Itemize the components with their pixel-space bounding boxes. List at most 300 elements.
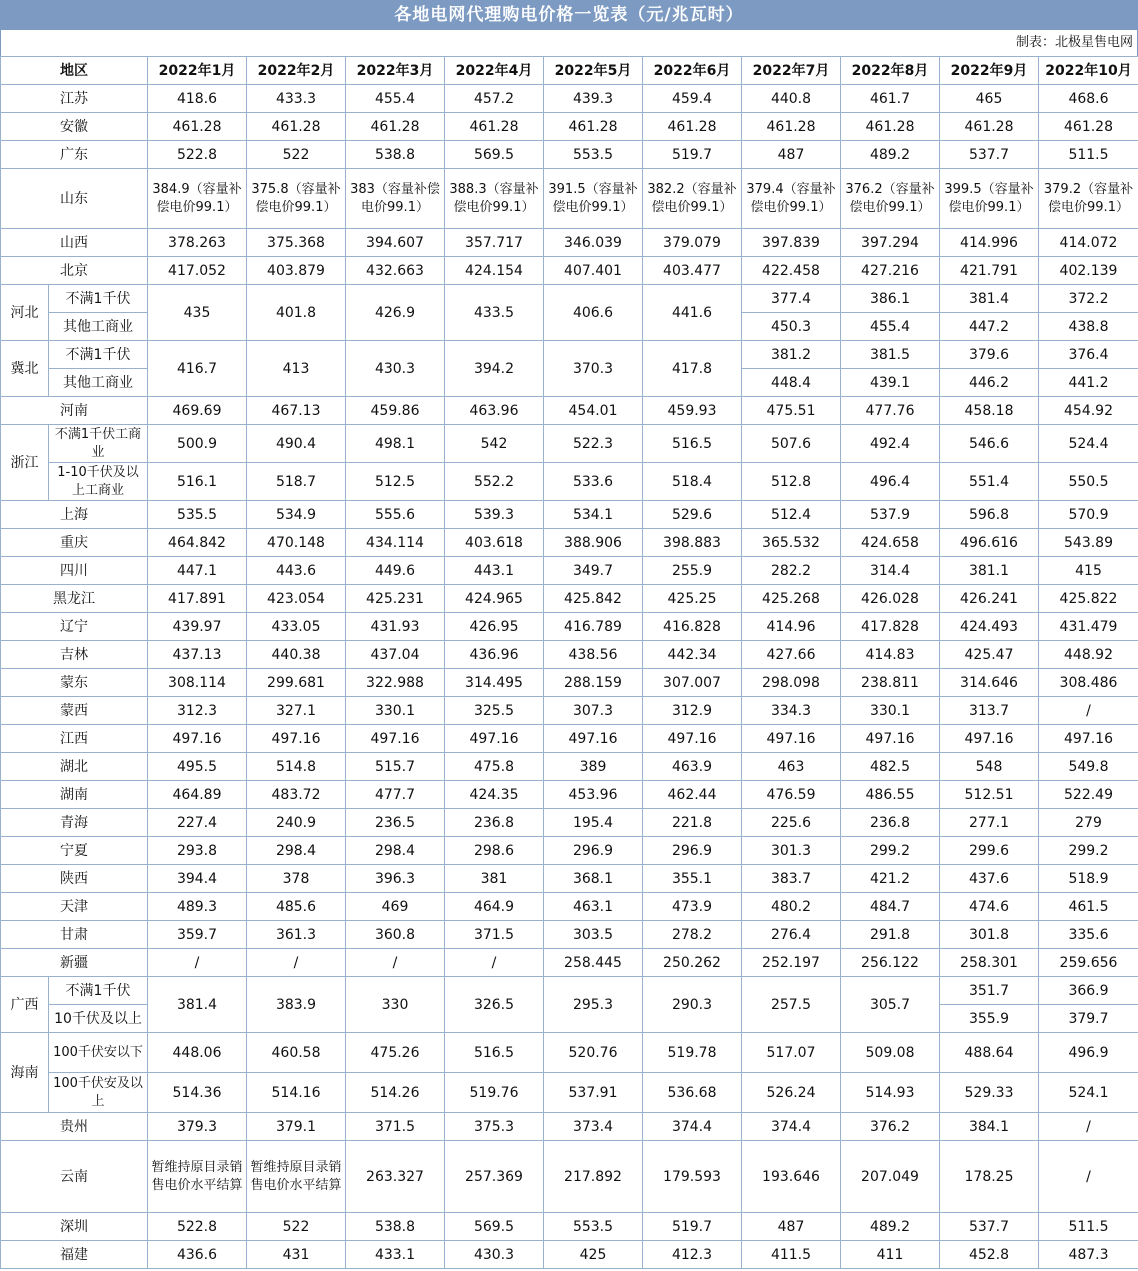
table-body	[1, 85, 1138, 1269]
table-row	[1, 141, 1138, 169]
region-cell: 深圳	[1, 1213, 148, 1241]
header-month: 2022年3月	[346, 57, 445, 85]
price-cell: 179.593	[643, 1141, 742, 1213]
price-cell: 257.5	[742, 977, 841, 1033]
price-cell: 301.3	[742, 837, 841, 865]
price-cell: 425	[544, 1241, 643, 1269]
price-cell: 299.2	[1039, 837, 1138, 865]
price-cell: 519.7	[643, 1213, 742, 1241]
price-cell: 535.5	[148, 501, 247, 529]
region-cell: 浙江	[1, 425, 49, 501]
price-cell: 433.05	[247, 613, 346, 641]
price-cell: 293.8	[148, 837, 247, 865]
price-cell: 489.2	[841, 1213, 940, 1241]
price-cell: 411	[841, 1241, 940, 1269]
price-cell: 497.16	[247, 725, 346, 753]
region-cell: 河北	[1, 285, 49, 341]
subregion-cell: 1-10千伏及以上工商业	[49, 463, 148, 501]
maker-note: 制表：北极星售电网	[0, 30, 1138, 56]
price-cell: 379.4（容量补偿电价99.1）	[742, 169, 841, 229]
price-cell: 497.16	[1039, 725, 1138, 753]
table-row	[1, 557, 1138, 585]
table-row	[1, 463, 1138, 501]
price-cell: 406.6	[544, 285, 643, 341]
price-cell: 299.681	[247, 669, 346, 697]
price-cell: 371.5	[445, 921, 544, 949]
price-cell: 381.2	[742, 341, 841, 369]
price-cell: 485.6	[247, 893, 346, 921]
price-cell: 425.25	[643, 585, 742, 613]
price-cell: 278.2	[643, 921, 742, 949]
price-cell: 441.6	[643, 285, 742, 341]
subregion-cell: 100千伏安及以上	[49, 1073, 148, 1113]
subregion-cell: 不满1千伏	[49, 977, 148, 1005]
price-cell: 449.6	[346, 557, 445, 585]
price-cell: 373.4	[544, 1113, 643, 1141]
price-cell: 497.16	[841, 725, 940, 753]
price-cell: 301.8	[940, 921, 1039, 949]
price-cell: 443.6	[247, 557, 346, 585]
region-cell: 蒙东	[1, 669, 148, 697]
table-row	[1, 921, 1138, 949]
price-cell: 381.1	[940, 557, 1039, 585]
price-cell: 407.401	[544, 257, 643, 285]
price-cell: 425.47	[940, 641, 1039, 669]
price-cell: 546.6	[940, 425, 1039, 463]
price-cell: 414.996	[940, 229, 1039, 257]
price-cell: 389	[544, 753, 643, 781]
header-month: 2022年1月	[148, 57, 247, 85]
price-cell: 569.5	[445, 141, 544, 169]
price-cell: 433.5	[445, 285, 544, 341]
table-row	[1, 669, 1138, 697]
price-cell: 422.458	[742, 257, 841, 285]
region-cell: 甘肃	[1, 921, 148, 949]
price-cell: 263.327	[346, 1141, 445, 1213]
region-cell: 海南	[1, 1033, 49, 1113]
price-cell: 441.2	[1039, 369, 1138, 397]
price-cell: 225.6	[742, 809, 841, 837]
price-cell: 457.2	[445, 85, 544, 113]
price-cell: 474.6	[940, 893, 1039, 921]
price-cell: 461.7	[841, 85, 940, 113]
price-cell: 415	[1039, 557, 1138, 585]
price-cell: 314.646	[940, 669, 1039, 697]
price-cell: 463.9	[643, 753, 742, 781]
price-cell: 227.4	[148, 809, 247, 837]
price-cell: 388.3（容量补偿电价99.1）	[445, 169, 544, 229]
region-cell: 湖南	[1, 781, 148, 809]
table-row	[1, 977, 1138, 1005]
price-cell: 514.26	[346, 1073, 445, 1113]
price-cell: 377.4	[742, 285, 841, 313]
subregion-cell: 其他工商业	[49, 313, 148, 341]
price-cell: 402.139	[1039, 257, 1138, 285]
price-cell: 529.6	[643, 501, 742, 529]
price-cell: 308.486	[1039, 669, 1138, 697]
price-cell: 298.6	[445, 837, 544, 865]
price-cell: 447.1	[148, 557, 247, 585]
price-cell: 376.4	[1039, 341, 1138, 369]
price-cell: 516.1	[148, 463, 247, 501]
table-row	[1, 1241, 1138, 1269]
header-month: 2022年4月	[445, 57, 544, 85]
price-cell: 522.8	[148, 141, 247, 169]
price-cell: 391.5（容量补偿电价99.1）	[544, 169, 643, 229]
price-cell: 496.4	[841, 463, 940, 501]
price-cell: 374.4	[742, 1113, 841, 1141]
price-cell: 461.28	[445, 113, 544, 141]
price-cell: 463.96	[445, 397, 544, 425]
price-cell: 424.35	[445, 781, 544, 809]
price-cell: 512.5	[346, 463, 445, 501]
price-cell: 425.268	[742, 585, 841, 613]
price-cell: 435	[148, 285, 247, 341]
price-cell: 439.3	[544, 85, 643, 113]
price-cell: 307.007	[643, 669, 742, 697]
price-cell: 335.6	[1039, 921, 1138, 949]
price-cell: 448.06	[148, 1033, 247, 1073]
table-row	[1, 257, 1138, 285]
region-cell: 四川	[1, 557, 148, 585]
table-row	[1, 1141, 1138, 1213]
region-cell: 江苏	[1, 85, 148, 113]
price-cell: 430.3	[346, 341, 445, 397]
table-title: 各地电网代理购电价格一览表（元/兆瓦时）	[0, 0, 1138, 30]
price-cell: 426.95	[445, 613, 544, 641]
table-row	[1, 229, 1138, 257]
price-cell: 355.9	[940, 1005, 1039, 1033]
price-cell: 522	[247, 141, 346, 169]
price-cell: 486.55	[841, 781, 940, 809]
price-cell: 431.479	[1039, 613, 1138, 641]
price-cell: 195.4	[544, 809, 643, 837]
price-cell: 534.9	[247, 501, 346, 529]
price-cell: 431	[247, 1241, 346, 1269]
table-row	[1, 613, 1138, 641]
price-cell: 514.16	[247, 1073, 346, 1113]
subregion-cell: 不满1千伏工商业	[49, 425, 148, 463]
price-cell: 423.054	[247, 585, 346, 613]
header-month: 2022年7月	[742, 57, 841, 85]
price-cell: 299.6	[940, 837, 1039, 865]
subregion-cell: 不满1千伏	[49, 341, 148, 369]
price-cell: 426.241	[940, 585, 1039, 613]
region-cell: 黑龙江	[1, 585, 148, 613]
region-cell: 重庆	[1, 529, 148, 557]
price-cell: 307.3	[544, 697, 643, 725]
price-cell: 543.89	[1039, 529, 1138, 557]
header-month: 2022年9月	[940, 57, 1039, 85]
table-row	[1, 529, 1138, 557]
price-cell: 483.72	[247, 781, 346, 809]
price-cell: 314.495	[445, 669, 544, 697]
price-cell: 259.656	[1039, 949, 1138, 977]
price-cell: 480.2	[742, 893, 841, 921]
price-cell: 469.69	[148, 397, 247, 425]
region-cell: 安徽	[1, 113, 148, 141]
price-cell: 537.9	[841, 501, 940, 529]
price-cell: 432.663	[346, 257, 445, 285]
price-cell: 312.3	[148, 697, 247, 725]
price-cell: 514.93	[841, 1073, 940, 1113]
price-cell: 308.114	[148, 669, 247, 697]
price-cell: 467.13	[247, 397, 346, 425]
price-cell: 298.4	[247, 837, 346, 865]
region-cell: 上海	[1, 501, 148, 529]
price-cell: 417.891	[148, 585, 247, 613]
price-cell: 403.477	[643, 257, 742, 285]
price-cell: 552.2	[445, 463, 544, 501]
price-cell: 296.9	[643, 837, 742, 865]
price-cell: 487.3	[1039, 1241, 1138, 1269]
region-cell: 新疆	[1, 949, 148, 977]
price-cell: 379.1	[247, 1113, 346, 1141]
price-cell: 431.93	[346, 613, 445, 641]
price-cell: 497.16	[544, 725, 643, 753]
price-cell: 473.9	[643, 893, 742, 921]
price-cell: 394.2	[445, 341, 544, 397]
price-cell: 507.6	[742, 425, 841, 463]
price-cell: 537.7	[940, 1213, 1039, 1241]
table-row	[1, 85, 1138, 113]
price-cell: 295.3	[544, 977, 643, 1033]
price-cell: 277.1	[940, 809, 1039, 837]
price-cell: 217.892	[544, 1141, 643, 1213]
price-cell: 399.5（容量补偿电价99.1）	[940, 169, 1039, 229]
price-cell: /	[1039, 697, 1138, 725]
price-cell: 524.4	[1039, 425, 1138, 463]
region-cell: 天津	[1, 893, 148, 921]
price-cell: 375.368	[247, 229, 346, 257]
price-cell: 375.3	[445, 1113, 544, 1141]
price-cell: 461.5	[1039, 893, 1138, 921]
price-cell: /	[148, 949, 247, 977]
table-row	[1, 865, 1138, 893]
price-cell: 394.4	[148, 865, 247, 893]
price-cell: 351.7	[940, 977, 1039, 1005]
header-month: 2022年5月	[544, 57, 643, 85]
price-cell: 379.7	[1039, 1005, 1138, 1033]
price-cell: 511.5	[1039, 141, 1138, 169]
table-row	[1, 781, 1138, 809]
price-cell: 290.3	[643, 977, 742, 1033]
price-cell: 596.8	[940, 501, 1039, 529]
region-cell: 江西	[1, 725, 148, 753]
price-cell: 258.445	[544, 949, 643, 977]
price-cell: 366.9	[1039, 977, 1138, 1005]
price-cell: 475.8	[445, 753, 544, 781]
region-cell: 宁夏	[1, 837, 148, 865]
subregion-cell: 其他工商业	[49, 369, 148, 397]
price-cell: 433.3	[247, 85, 346, 113]
price-cell: 497.16	[643, 725, 742, 753]
price-cell: 346.039	[544, 229, 643, 257]
price-cell: 465	[940, 85, 1039, 113]
price-cell: 448.4	[742, 369, 841, 397]
price-cell: 518.7	[247, 463, 346, 501]
price-cell: 349.7	[544, 557, 643, 585]
price-cell: 379.3	[148, 1113, 247, 1141]
table-row	[1, 893, 1138, 921]
price-cell: 454.92	[1039, 397, 1138, 425]
price-cell: 359.7	[148, 921, 247, 949]
price-cell: 461.28	[643, 113, 742, 141]
price-cell: 512.8	[742, 463, 841, 501]
region-cell: 北京	[1, 257, 148, 285]
price-cell: 461.28	[148, 113, 247, 141]
price-cell: 489.3	[148, 893, 247, 921]
price-cell: 396.3	[346, 865, 445, 893]
price-cell: 421.2	[841, 865, 940, 893]
price-cell: 459.4	[643, 85, 742, 113]
price-cell: 388.906	[544, 529, 643, 557]
price-cell: 484.7	[841, 893, 940, 921]
price-cell: 416.7	[148, 341, 247, 397]
price-cell: 461.28	[346, 113, 445, 141]
table-row	[1, 697, 1138, 725]
table-row	[1, 1073, 1138, 1113]
price-cell: 384.1	[940, 1113, 1039, 1141]
header-region: 地区	[1, 57, 148, 85]
region-cell: 河南	[1, 397, 148, 425]
price-cell: 424.154	[445, 257, 544, 285]
price-cell: 497.16	[148, 725, 247, 753]
price-cell: 383（容量补偿电价99.1）	[346, 169, 445, 229]
price-cell: 537.7	[940, 141, 1039, 169]
price-cell: 207.049	[841, 1141, 940, 1213]
price-cell: 440.8	[742, 85, 841, 113]
subregion-cell: 不满1千伏	[49, 285, 148, 313]
price-cell: 381.4	[940, 285, 1039, 313]
price-cell: 442.34	[643, 641, 742, 669]
price-cell: 403.618	[445, 529, 544, 557]
price-cell: 236.8	[841, 809, 940, 837]
price-cell: 519.78	[643, 1033, 742, 1073]
price-cell: 497.16	[940, 725, 1039, 753]
region-cell: 蒙西	[1, 697, 148, 725]
price-cell: 357.717	[445, 229, 544, 257]
price-cell: 519.7	[643, 141, 742, 169]
region-cell: 广西	[1, 977, 49, 1033]
price-cell: 518.4	[643, 463, 742, 501]
price-cell: 469	[346, 893, 445, 921]
price-cell: 379.6	[940, 341, 1039, 369]
price-cell: 371.5	[346, 1113, 445, 1141]
table-row	[1, 725, 1138, 753]
price-table	[0, 56, 1138, 1269]
table-row	[1, 1113, 1138, 1141]
region-cell: 湖北	[1, 753, 148, 781]
price-cell: 303.5	[544, 921, 643, 949]
price-cell: 221.8	[643, 809, 742, 837]
price-cell: 376.2（容量补偿电价99.1）	[841, 169, 940, 229]
price-cell: 464.842	[148, 529, 247, 557]
price-cell: 487	[742, 1213, 841, 1241]
price-cell: 298.4	[346, 837, 445, 865]
price-cell: 424.493	[940, 613, 1039, 641]
price-cell: 452.8	[940, 1241, 1039, 1269]
price-cell: 376.2	[841, 1113, 940, 1141]
price-cell: 382.2（容量补偿电价99.1）	[643, 169, 742, 229]
price-cell: 236.5	[346, 809, 445, 837]
price-cell: 497.16	[346, 725, 445, 753]
price-cell: 276.4	[742, 921, 841, 949]
price-cell: 327.1	[247, 697, 346, 725]
price-cell: 489.2	[841, 141, 940, 169]
price-cell: 514.36	[148, 1073, 247, 1113]
price-cell: 517.07	[742, 1033, 841, 1073]
price-cell: 414.072	[1039, 229, 1138, 257]
price-cell: 414.96	[742, 613, 841, 641]
table-row	[1, 169, 1138, 229]
price-cell: 436.96	[445, 641, 544, 669]
price-cell: 412.3	[643, 1241, 742, 1269]
price-cell: 370.3	[544, 341, 643, 397]
price-cell: 515.7	[346, 753, 445, 781]
price-cell: 258.301	[940, 949, 1039, 977]
price-cell: 542	[445, 425, 544, 463]
price-cell: 518.9	[1039, 865, 1138, 893]
price-cell: 534.1	[544, 501, 643, 529]
region-cell: 青海	[1, 809, 148, 837]
price-cell: 464.9	[445, 893, 544, 921]
table-row	[1, 341, 1138, 369]
price-cell: 522.3	[544, 425, 643, 463]
price-cell: 416.828	[643, 613, 742, 641]
price-cell: 425.822	[1039, 585, 1138, 613]
price-cell: 416.789	[544, 613, 643, 641]
price-cell: 256.122	[841, 949, 940, 977]
price-cell: 437.04	[346, 641, 445, 669]
price-cell: 386.1	[841, 285, 940, 313]
price-cell: 548	[940, 753, 1039, 781]
price-cell: 453.96	[544, 781, 643, 809]
price-cell: 暂维持原目录销售电价水平结算	[247, 1141, 346, 1213]
price-cell: 378	[247, 865, 346, 893]
price-cell: 529.33	[940, 1073, 1039, 1113]
price-cell: 381	[445, 865, 544, 893]
price-cell: 511.5	[1039, 1213, 1138, 1241]
table-row	[1, 753, 1138, 781]
price-cell: 443.1	[445, 557, 544, 585]
price-cell: 426.9	[346, 285, 445, 341]
price-cell: 401.8	[247, 285, 346, 341]
price-cell: 464.89	[148, 781, 247, 809]
header-month: 2022年8月	[841, 57, 940, 85]
price-cell: /	[1039, 1141, 1138, 1213]
price-cell: 461.28	[544, 113, 643, 141]
price-cell: 282.2	[742, 557, 841, 585]
price-cell: 538.8	[346, 1213, 445, 1241]
price-cell: 496.616	[940, 529, 1039, 557]
price-cell: 497.16	[742, 725, 841, 753]
price-cell: 516.5	[445, 1033, 544, 1073]
price-cell: 381.5	[841, 341, 940, 369]
price-cell: 418.6	[148, 85, 247, 113]
price-cell: 438.8	[1039, 313, 1138, 341]
table-row	[1, 501, 1138, 529]
price-cell: 551.4	[940, 463, 1039, 501]
price-cell: 500.9	[148, 425, 247, 463]
price-cell: 330.1	[346, 697, 445, 725]
price-cell: 475.51	[742, 397, 841, 425]
price-cell: 421.791	[940, 257, 1039, 285]
price-cell: 314.4	[841, 557, 940, 585]
region-cell: 云南	[1, 1141, 148, 1213]
price-cell: 570.9	[1039, 501, 1138, 529]
price-cell: 291.8	[841, 921, 940, 949]
